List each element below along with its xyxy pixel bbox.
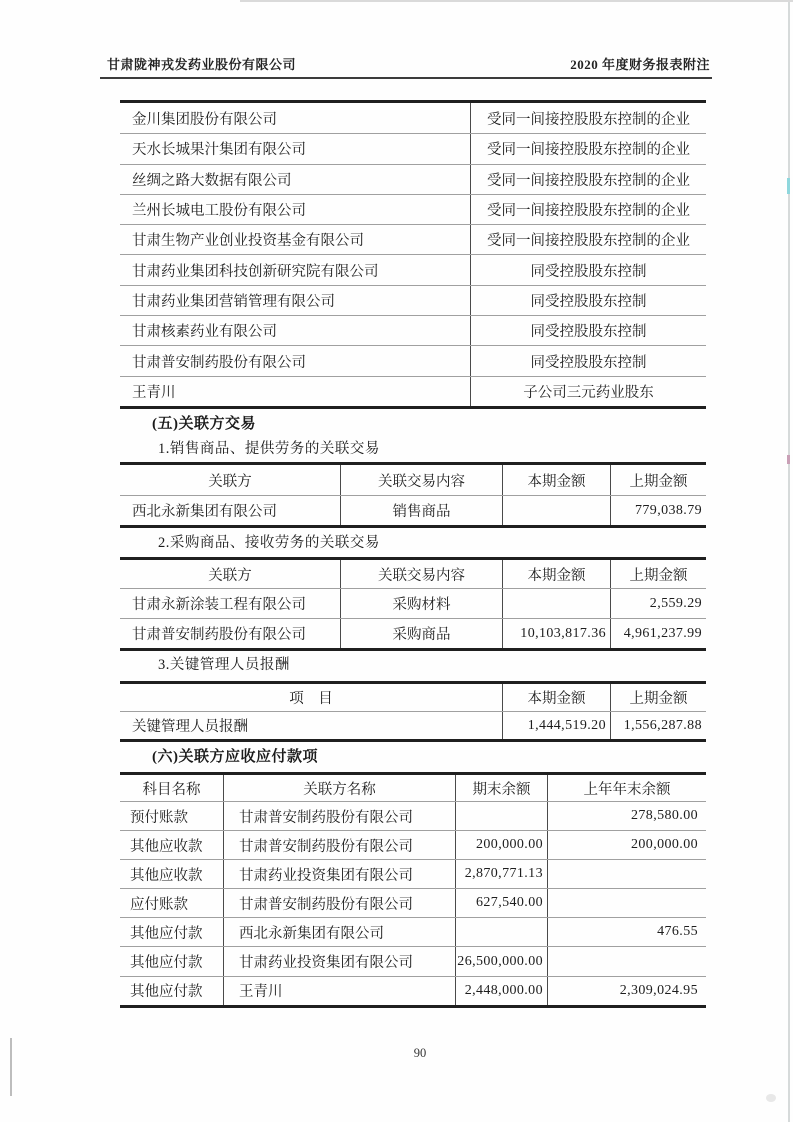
report-title: 2020 年度财务报表附注 xyxy=(570,57,710,72)
ending-balance-cell: 2,870,771.13 xyxy=(455,860,547,888)
column-header: 科目名称 xyxy=(142,781,201,798)
prior-amount-cell: 2,559.29 xyxy=(610,589,706,618)
table-row xyxy=(120,946,706,975)
related-party-name-cell: 甘肃永新涂装工程有限公司 xyxy=(132,597,306,613)
relation-cell: 同受控股股东控制 xyxy=(470,255,706,284)
prior-amount-cell: 4,961,237.99 xyxy=(610,619,706,648)
table-row xyxy=(120,285,706,315)
ending-balance-cell xyxy=(455,918,547,946)
related-party-name-cell: 甘肃核素药业有限公司 xyxy=(132,324,277,341)
current-amount-cell: 1,444,519.20 xyxy=(502,712,610,739)
relation-cell: 受同一间接控股股东控制的企业 xyxy=(470,225,706,254)
prior-amount-cell: 779,038.79 xyxy=(610,496,706,525)
table-row xyxy=(120,618,706,648)
related-party-name-cell: 甘肃药业投资集团有限公司 xyxy=(223,860,455,888)
scan-artifact xyxy=(787,178,790,194)
table-row xyxy=(120,315,706,345)
ending-balance-cell: 200,000.00 xyxy=(455,831,547,859)
current-amount-cell: 10,103,817.36 xyxy=(502,619,610,648)
table-header-row xyxy=(120,560,706,588)
table-row xyxy=(120,588,706,618)
key-management-compensation-table xyxy=(120,681,706,742)
relation-cell: 子公司三元药业股东 xyxy=(470,377,706,406)
column-header: 关联方 xyxy=(208,567,252,584)
table-row xyxy=(120,376,706,406)
scan-edge-right xyxy=(788,0,790,1122)
related-party-name-cell: 甘肃药业投资集团有限公司 xyxy=(223,947,455,975)
relation-cell: 同受控股股东控制 xyxy=(470,286,706,315)
related-party-name-cell: 兰州长城电工股份有限公司 xyxy=(132,203,306,220)
ending-balance-cell: 627,540.00 xyxy=(455,889,547,917)
subsection-1-title: 1.销售商品、提供劳务的关联交易 xyxy=(158,441,380,457)
related-party-name-cell: 甘肃普安制药股份有限公司 xyxy=(223,802,455,830)
table-row xyxy=(120,888,706,917)
column-header: 期末余额 xyxy=(455,775,547,801)
account-name-cell: 其他应收款 xyxy=(130,838,203,855)
prior-year-balance-cell xyxy=(547,947,706,975)
item-name-cell: 关键管理人员报酬 xyxy=(132,719,248,735)
transaction-type-cell: 采购材料 xyxy=(340,589,502,618)
related-party-name-cell: 王青川 xyxy=(132,384,176,401)
table-row xyxy=(120,917,706,946)
column-header: 上年年末余额 xyxy=(547,775,706,801)
related-party-name-cell: 西北永新集团有限公司 xyxy=(132,504,277,520)
current-amount-cell xyxy=(502,589,610,618)
prior-year-balance-cell: 2,309,024.95 xyxy=(547,977,706,1005)
related-party-name-cell: 甘肃普安制药股份有限公司 xyxy=(223,889,455,917)
prior-year-balance-cell xyxy=(547,889,706,917)
related-party-name-cell: 西北永新集团有限公司 xyxy=(223,918,455,946)
column-header: 项 目 xyxy=(289,691,333,707)
transaction-type-cell: 销售商品 xyxy=(340,496,502,525)
table-row xyxy=(120,103,706,133)
related-party-name-cell: 甘肃普安制药股份有限公司 xyxy=(132,627,306,643)
subsection-2-title: 2.采购商品、接收劳务的关联交易 xyxy=(158,535,380,551)
table-row xyxy=(120,254,706,284)
account-name-cell: 其他应付款 xyxy=(130,984,203,1001)
sales-transactions-table xyxy=(120,462,706,528)
scan-artifact xyxy=(787,455,790,464)
relation-cell: 受同一间接控股股东控制的企业 xyxy=(470,195,706,224)
table-header-row xyxy=(120,465,706,495)
scan-edge-bottom-left xyxy=(10,1038,12,1096)
table-row xyxy=(120,224,706,254)
table-row xyxy=(120,830,706,859)
related-party-name-cell: 甘肃普安制药股份有限公司 xyxy=(132,354,306,371)
company-name: 甘肃陇神戎发药业股份有限公司 xyxy=(107,57,297,72)
ending-balance-cell: 2,448,000.00 xyxy=(455,977,547,1005)
header-rule xyxy=(100,77,712,79)
column-header: 本期金额 xyxy=(502,465,610,495)
related-party-name-cell: 金川集团股份有限公司 xyxy=(132,111,277,128)
prior-year-balance-cell: 200,000.00 xyxy=(547,831,706,859)
transaction-type-cell: 采购商品 xyxy=(340,619,502,648)
account-name-cell: 预付账款 xyxy=(130,809,188,826)
column-header: 上期金额 xyxy=(610,465,706,495)
table-row xyxy=(120,495,706,525)
prior-year-balance-cell xyxy=(547,860,706,888)
account-name-cell: 其他应付款 xyxy=(130,925,203,942)
related-party-name-cell: 甘肃药业集团营销管理有限公司 xyxy=(132,293,335,310)
receivables-payables-table xyxy=(120,772,706,1008)
column-header: 关联交易内容 xyxy=(340,465,502,495)
related-party-name-cell: 王青川 xyxy=(223,977,455,1005)
relation-cell: 受同一间接控股股东控制的企业 xyxy=(470,103,706,133)
table-row xyxy=(120,801,706,830)
account-name-cell: 其他应收款 xyxy=(130,867,203,884)
relation-cell: 受同一间接控股股东控制的企业 xyxy=(470,134,706,163)
section-6-title: (六)关联方应收应付款项 xyxy=(152,749,318,765)
column-header: 关联交易内容 xyxy=(340,560,502,588)
related-party-name-cell: 甘肃药业集团科技创新研究院有限公司 xyxy=(132,263,379,280)
table-row xyxy=(120,976,706,1005)
column-header: 本期金额 xyxy=(502,560,610,588)
related-party-name-cell: 丝绸之路大数据有限公司 xyxy=(132,172,292,189)
column-header: 关联方 xyxy=(208,473,252,490)
current-amount-cell xyxy=(502,496,610,525)
table-header-row xyxy=(120,684,706,711)
subsection-3-title: 3.关键管理人员报酬 xyxy=(158,657,290,673)
relation-cell: 受同一间接控股股东控制的企业 xyxy=(470,165,706,194)
scan-smudge xyxy=(766,1094,776,1102)
column-header: 本期金额 xyxy=(502,684,610,711)
account-name-cell: 应付账款 xyxy=(130,896,188,913)
table-header-row xyxy=(120,775,706,801)
table-row xyxy=(120,133,706,163)
column-header: 上期金额 xyxy=(610,684,706,711)
page-header xyxy=(107,54,710,73)
prior-amount-cell: 1,556,287.88 xyxy=(610,712,706,739)
table-row xyxy=(120,194,706,224)
scan-edge-top xyxy=(240,0,793,2)
column-header: 关联方名称 xyxy=(223,775,455,801)
page-number: 90 xyxy=(413,1046,427,1060)
related-party-name-cell: 天水长城果汁集团有限公司 xyxy=(132,142,306,159)
prior-year-balance-cell: 278,580.00 xyxy=(547,802,706,830)
relation-cell: 同受控股股东控制 xyxy=(470,316,706,345)
ending-balance-cell: 26,500,000.00 xyxy=(455,947,547,975)
relation-cell: 同受控股股东控制 xyxy=(470,346,706,375)
prior-year-balance-cell: 476.55 xyxy=(547,918,706,946)
table-row xyxy=(120,164,706,194)
account-name-cell: 其他应付款 xyxy=(130,955,203,972)
related-party-name-cell: 甘肃普安制药股份有限公司 xyxy=(223,831,455,859)
table-row xyxy=(120,859,706,888)
related-parties-table xyxy=(120,100,706,409)
table-row xyxy=(120,711,706,739)
related-party-name-cell: 甘肃生物产业创业投资基金有限公司 xyxy=(132,233,364,250)
purchase-transactions-table xyxy=(120,557,706,651)
section-5-title: (五)关联方交易 xyxy=(152,416,256,432)
table-row xyxy=(120,345,706,375)
column-header: 上期金额 xyxy=(610,560,706,588)
ending-balance-cell xyxy=(455,802,547,830)
